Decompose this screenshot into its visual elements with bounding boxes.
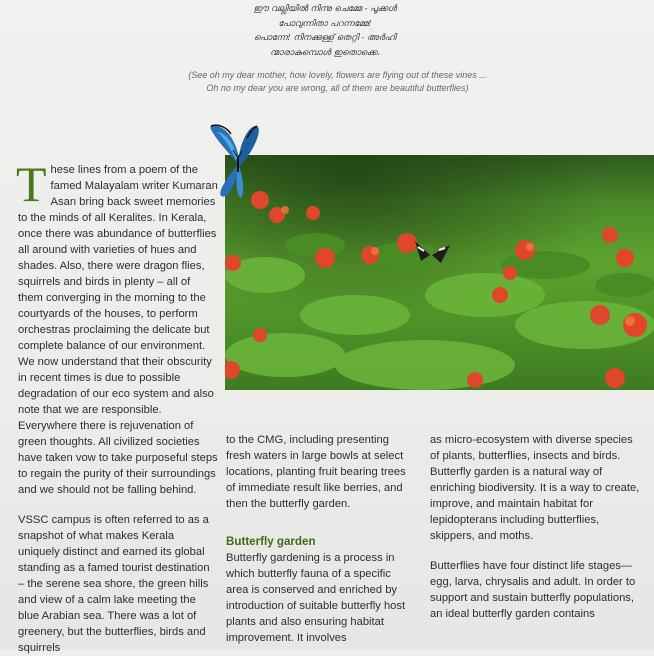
translation-line: Oh no my dear you are wrong, all of them are beautiful butterflies)	[206, 83, 469, 93]
poem-translation	[120, 69, 555, 95]
malayalam-poem	[205, 2, 445, 60]
life-stages-paragraph: Butterflies have four distinct life stages—egg, larva, chrysalis and adult. In order to support and sustain butterfly populations, an ideal butterfly garden contains	[430, 560, 636, 620]
ecosystem-paragraph: as micro-ecosystem with diverse species of plants, butterflies, insects and birds. Butterfly garden is a natural way of enriching biodiversity. It is a way to create, improve, and maintain habitat for lepidopterans including butterflies, skippers, and moths.	[430, 434, 640, 542]
column-3	[430, 432, 644, 622]
poem-line: പൊന്നേ! നിനക്കുള്ള് തെറ്റി - അർഹി	[253, 33, 397, 43]
poem-line: ന്മാരാകുമ്പൊൾ ഇതൊക്കെ.	[270, 47, 380, 58]
butterfly-garden-photo	[225, 155, 654, 390]
intro-text: hese lines from a poem of the famed Malayalam writer Kumaran Asan bring back sweet memories to the minds of all Keralites. In Kerala, once there was abundance of butterflies all around with varieties of hues and shades. Also, there were dragon flies, squirrels and birds in plenty – all of them converging in the morning to the courtyards of the houses, to perform orchestras proclaiming the delicate but complete balance of our environment. We now understand that their obscurity in recent times is due to possible degradation of our eco system and also note that we are responsible. Everywhere there is rejuvenation of green thoughts. All civilized societies have taken vow to take purposeful steps to regain the purity of their surroundings and we should not be falling behind.	[18, 164, 218, 496]
cmg-paragraph: to the CMG, including presenting fresh waters in large bowls at select locations, planting fruit bearing trees of immediate result like berries, and then the butterfly garden.	[226, 434, 406, 510]
poem-line: പോവുന്നിതാ പറന്നമ്മേ!	[278, 18, 372, 29]
gardening-paragraph: Butterfly gardening is a process in which butterfly fauna of a specific area is conserved and enriched by introduction of suitable butterfly host plants and also ensuring habitat improvement. It involves	[226, 552, 406, 644]
section-heading: Butterfly garden	[226, 535, 316, 548]
campus-paragraph: VSSC campus is often referred to as a snapshot of what makes Kerala uniquely distinct and earned its global standing as a famed tourist destination – the serene sea shore, the green hills and view of a calm lake meeting the blue Arabian sea. There was a lot of greenery, but the butterflies, birds and squirrels	[18, 514, 210, 654]
drop-cap: T	[16, 156, 47, 212]
column-2	[226, 432, 414, 646]
intro-paragraph	[16, 156, 218, 498]
column-1	[16, 156, 218, 656]
translation-line: (See oh my dear mother, how lovely, flowers are flying out of these vines ...	[188, 70, 487, 80]
poem-line: ഈ വല്ലിയിൽ നിന്നു ചെമ്മേ - പൂക്കൾ	[253, 4, 397, 14]
